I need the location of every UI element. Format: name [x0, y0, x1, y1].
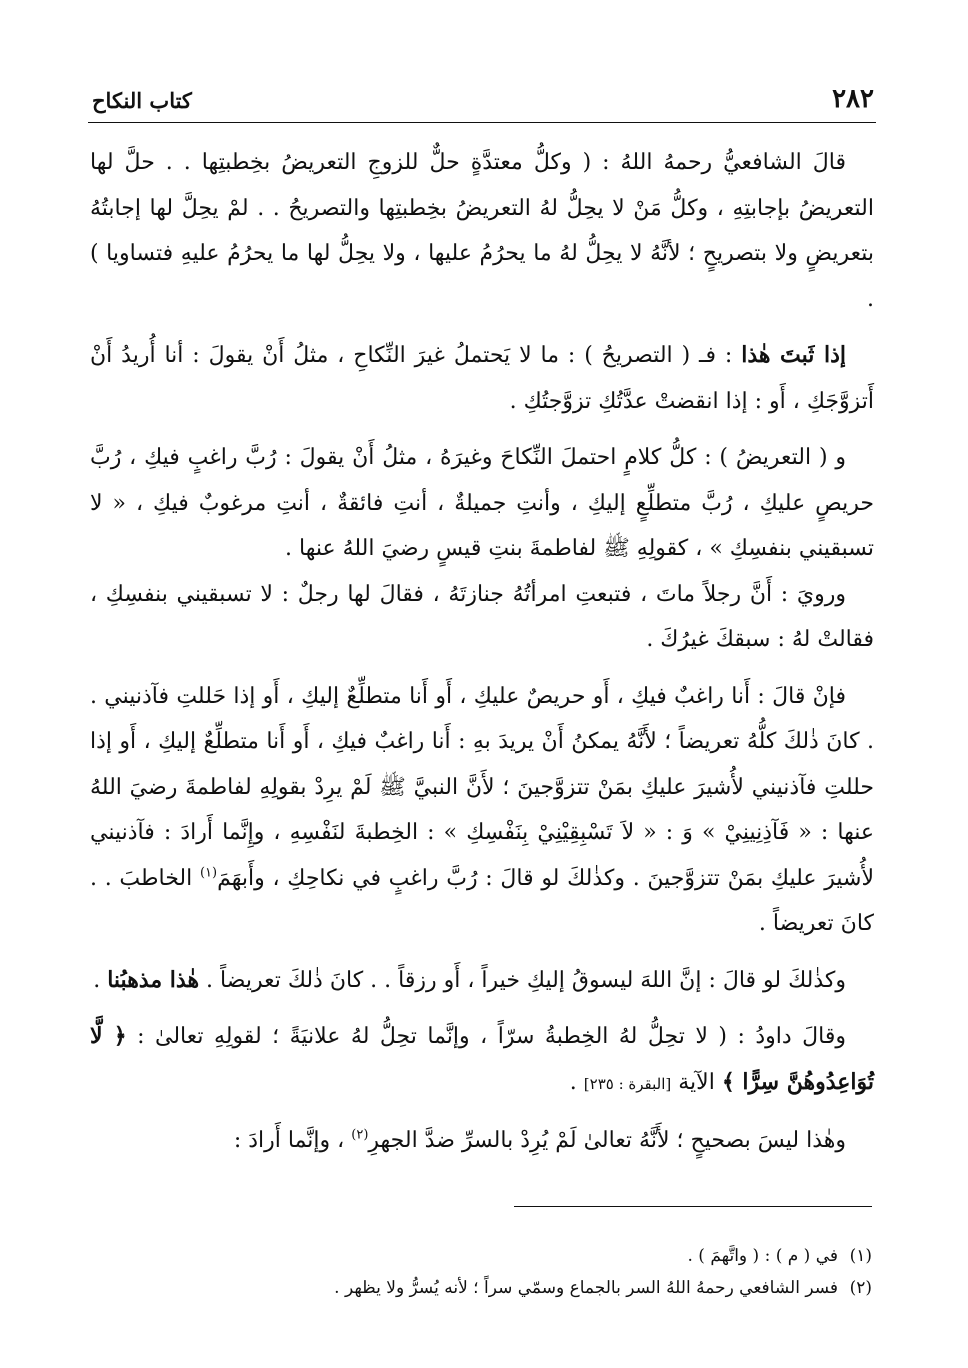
paragraph-2-lead: إذا ثَبتَ هٰذا	[741, 342, 846, 368]
paragraph-8-text-a: وهٰذا ليسَ بصحيحٍ ؛ لأَنَّهُ تعالىٰ لَمْ يُرِدْ بالسرِّ ضدَّ الجهرِ	[368, 1128, 846, 1153]
paragraph-6-text: وكذٰلكَ لو قالَ : إنَّ اللهَ ليسوقُ إليكِ خيراً ، أَو رزقاً . . كانَ ذٰلكَ تعريضاً .	[199, 967, 846, 993]
footnote-2-number: (٢)	[849, 1278, 872, 1298]
footnote-1-text: في ( م ) : ( واتَّهمَ ) .	[687, 1246, 838, 1266]
footnote-2	[90, 1272, 872, 1304]
footnote-2-text: فسر الشافعي رحمهُ اللهُ السر بالجماع وسمّي سراً ؛ لأنه يُسرُّ ولا يظهر .	[334, 1278, 838, 1298]
page-number: ٢٨٢	[832, 84, 874, 114]
paragraph-5-text-a: فإنْ قالَ : أَنا راغبٌ فيكِ ، أَو حريصٌ عليكِ ، أَو أَنا متطلِّعٌ إليكِ ، أَو إذا حَللتِ فآذنيني . . كانَ ذٰلكَ كلُّهُ تعريضاً ؛ لأَنَّهُ يمكنُ أَنْ يريدَ بهِ : أَنا راغبٌ فيكِ ، أَو أَنا متطلِّعٌ إليكِ ، أَو إذا حللتِ فآذنيني لأُشيرَ عليكِ بمَنْ تتزوَّجينَ ؛ لأَنَّ النبيَّ ﷺ لَمْ يرِدْ بقولِهِ لفاطمةَ رضيَ اللهُ عنها : « فَآذِنِينِيْ » وَ : « لاَ تَسْبِقِيْنِيْ بِنَفْسِكِ » : الخِطبةَ لنَفْسِهِ ، وإِنَّما أَرادَ : فآذنيني لأُشيرَ عليكِ بمَنْ تتزوَّجينَ . وكذٰلكَ لو قالَ : رُبَّ راغبٍ في نكاحِكِ ، وأَبهَمَ	[90, 683, 874, 891]
paragraph-5	[90, 674, 874, 947]
paragraph-7-end: .	[569, 1069, 584, 1095]
paragraph-7-text-b: الآية	[671, 1069, 722, 1095]
paragraph-1: قالَ الشافعيُّ رحمهُ اللهُ : ( وكلُّ معتدَّةٍ حلٌّ للزوجِ التعريضُ بخِطبتِها . . حلَّ لها التعريضُ بإجابتِهِ ، وكلُّ مَنْ لا يحِلُّ لهُ التعريضُ بخِطبتِها والتصريحُ . . لمْ يحِلَّ لها إجابتُهُ بتعريضٍ ولا بتصريحٍ ؛ لأنَّهُ لا يحِلُّ لهُ ما يحرُمُ عليها ، ولا يحِلُّ لها ما يحرُمُ عليهِ فتساويا ) .	[90, 150, 874, 312]
footnote-1-number: (١)	[849, 1246, 872, 1266]
quran-verse: ﴿ لَّا تُوَاعِدُوهُنَّ سِرًّا ﴾	[90, 1023, 874, 1095]
paragraph-7	[90, 1014, 874, 1107]
paragraph-6	[90, 958, 874, 1004]
footnote-marker-2: (٢)	[351, 1127, 369, 1143]
running-title: كتاب النكاح	[92, 88, 192, 113]
paragraph-8-text-b: ، وإنَّما أَرادَ :	[233, 1128, 352, 1153]
paragraph-3: و ( التعريضُ ) : كلُّ كلامٍ احتملَ النِّكاحَ وغيرَهُ ، مثلُ أَنْ يقولَ : رُبَّ راغبٍ فيكِ ، رُبَّ حريصٍ عليكِ ، رُبَّ متطلِّعٍ إليكِ ، وأنتِ جميلةٌ ، أنتِ فائقةٌ ، أنتِ مرغوبٌ فيكِ ، « لا تسبقيني بنفسِكِ » ، كقولِهِ ﷺ لفاطمةَ بنتِ قيسٍ رضيَ اللهُ عنها .	[90, 445, 874, 561]
main-text	[90, 140, 874, 1175]
paragraph-6-end: .	[93, 967, 108, 993]
paragraph-7-text-a: وقالَ داودُ : ( لا تحِلُّ لهُ الخِطبةُ سرّاً ، وإنَّما تحِلُّ لهُ علانيَةً ؛ لقولِهِ تعالىٰ :	[126, 1024, 846, 1049]
page-header	[92, 82, 874, 114]
paragraph-2	[90, 333, 874, 424]
paragraph-2-text: : فـ ( التصريحُ ) : ما لا يَحتملُ غيرَ النِّكاحِ ، مثلُ أَنْ يقولَ : أنا أُريدُ أَنْ أَتزوَّجَكِ ، أَو : إذا انقضتْ عدَّتُكِ تزوَّجتُكِ .	[90, 343, 874, 414]
paragraph-4: ورويَ : أَنَّ رجلاً ماتَ ، فتبعتِ امرأتُهُ جنازتَهُ ، فقالَ لها رجلٌ : لا تسبقيني بنفسِكِ ، فقالتْ لهُ : سبقكَ غيرُكَ .	[90, 581, 874, 652]
header-divider	[88, 122, 876, 123]
paragraph-5-text-b: الخاطبَ . . كانَ تعريضاً .	[90, 865, 874, 936]
footnote-marker-1: (١)	[199, 865, 218, 881]
footnote-1	[90, 1240, 872, 1272]
paragraph-6-bold: هٰذا مذهبُنا	[107, 966, 200, 993]
footnotes	[90, 1240, 872, 1304]
quran-reference: [البقرة : ٢٣٥]	[583, 1074, 672, 1093]
footnote-divider	[514, 1206, 872, 1207]
paragraph-8	[90, 1118, 874, 1164]
